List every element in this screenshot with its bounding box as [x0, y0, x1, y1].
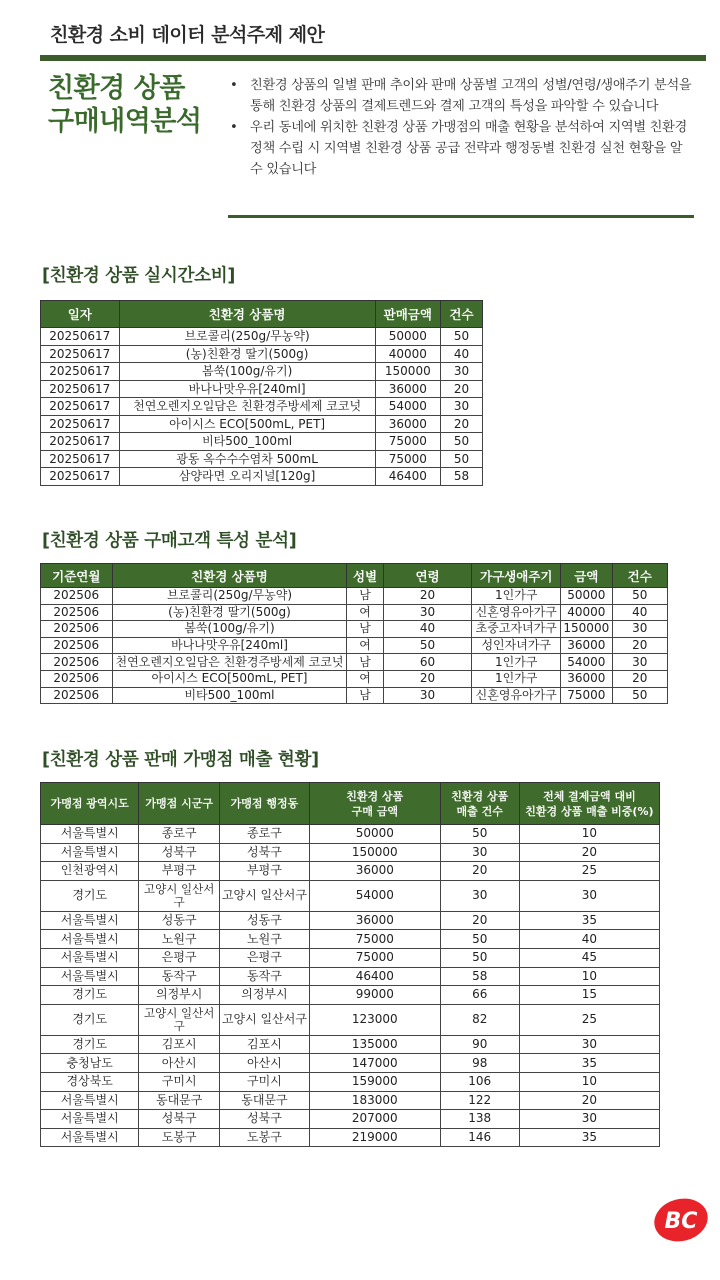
table-cell: 40000: [561, 604, 612, 621]
table-row: [41, 911, 660, 930]
table-cell: 30: [440, 363, 482, 381]
table-row: [41, 843, 660, 862]
table-cell: 35: [519, 1128, 659, 1147]
table-cell: 20: [383, 670, 472, 687]
table-cell: 40: [612, 604, 667, 621]
table-cell: 75000: [375, 433, 440, 451]
table-row: [41, 880, 660, 911]
section-title-customer: [친환경 상품 구매고객 특성 분석]: [42, 531, 297, 551]
table-cell: 207000: [309, 1110, 440, 1129]
table-cell: 202506: [41, 604, 113, 621]
bc-card-logo: [652, 1196, 710, 1244]
table-row: [41, 670, 668, 687]
table-row: [41, 1110, 660, 1129]
table-row: [41, 930, 660, 949]
table-row: [41, 687, 668, 704]
table-row: [41, 1004, 660, 1035]
table-cell: 성북구: [219, 843, 309, 862]
table-cell: 아이시스 ECO[500mL, PET]: [119, 415, 375, 433]
table-cell: 123000: [309, 1004, 440, 1035]
table-cell: 58: [440, 967, 519, 986]
table-row: [41, 415, 483, 433]
section-title-merchant: [친환경 상품 판매 가맹점 매출 현황]: [42, 750, 319, 770]
table-cell: 1인가구: [472, 588, 561, 605]
table-cell: 50: [612, 687, 667, 704]
table-cell: 남: [347, 654, 383, 671]
realtime-sales-table: [40, 300, 483, 486]
hero-bullet-list: [228, 75, 698, 180]
table-row: [41, 654, 668, 671]
table-cell: 부평구: [139, 862, 220, 881]
table-cell: 20250617: [41, 398, 120, 416]
table-row: [41, 1035, 660, 1054]
table-row: [41, 967, 660, 986]
table-cell: 아산시: [139, 1054, 220, 1073]
table-row: [41, 825, 660, 844]
table-row: [41, 450, 483, 468]
column-header: 기준연월: [41, 564, 113, 588]
hero-title: [48, 72, 202, 138]
hero-bullet-text: 친환경 상품의 일별 판매 추이와 판매 상품별 고객의 성별/연령/생애주기 분석을 통해 친환경 상품의 결제트렌드와 결제 고객의 특성을 파악할 수 있습니다: [250, 78, 692, 114]
bullet-icon: •: [230, 78, 238, 93]
table-cell: 10: [519, 1072, 659, 1091]
table-cell: 15: [519, 986, 659, 1005]
table-cell: 아산시: [219, 1054, 309, 1073]
table-cell: 서울특별시: [41, 930, 139, 949]
table-cell: 부평구: [219, 862, 309, 881]
table-cell: 20: [440, 380, 482, 398]
table-cell: 여: [347, 604, 383, 621]
section-title-realtime: [친환경 상품 실시간소비]: [42, 266, 236, 286]
table-cell: 서울특별시: [41, 843, 139, 862]
table-cell: 202506: [41, 637, 113, 654]
table-cell: 50: [612, 588, 667, 605]
table-cell: 김포시: [139, 1035, 220, 1054]
table-cell: 남: [347, 621, 383, 638]
table-row: [41, 588, 668, 605]
table-row: [41, 986, 660, 1005]
table-cell: 30: [519, 1110, 659, 1129]
table-cell: 종로구: [139, 825, 220, 844]
table-cell: 30: [383, 604, 472, 621]
table-cell: 50: [383, 637, 472, 654]
table-cell: 30: [440, 880, 519, 911]
table-cell: 10: [519, 825, 659, 844]
table-cell: 202506: [41, 588, 113, 605]
column-header: 금액: [561, 564, 612, 588]
table-cell: (농)친환경 딸기(500g): [119, 345, 375, 363]
table-cell: 106: [440, 1072, 519, 1091]
merchant-sales-table: [40, 782, 660, 1147]
table-cell: 1인가구: [472, 654, 561, 671]
table-cell: 구미시: [219, 1072, 309, 1091]
table-cell: 30: [440, 843, 519, 862]
table-row: [41, 1054, 660, 1073]
table-cell: 20250617: [41, 380, 120, 398]
table-cell: 비타500_100ml: [119, 433, 375, 451]
table-cell: 20250617: [41, 450, 120, 468]
table-cell: 25: [519, 862, 659, 881]
table-cell: 54000: [561, 654, 612, 671]
table-cell: 50000: [309, 825, 440, 844]
table-cell: 202506: [41, 621, 113, 638]
hero-title-line2: 구매내역분석: [48, 106, 202, 137]
table-cell: 66: [440, 986, 519, 1005]
column-header: 가구생애주기: [472, 564, 561, 588]
bullet-icon: •: [230, 120, 238, 135]
table-cell: 30: [440, 398, 482, 416]
table-cell: 202506: [41, 687, 113, 704]
table-cell: 봄쑥(100g/유기): [119, 363, 375, 381]
table-cell: 202506: [41, 670, 113, 687]
table-cell: 서울특별시: [41, 911, 139, 930]
table-cell: 20: [440, 415, 482, 433]
table-cell: 20: [440, 862, 519, 881]
table-cell: 은평구: [139, 948, 220, 967]
table-cell: 노원구: [139, 930, 220, 949]
table-cell: 신혼영유아가구: [472, 687, 561, 704]
table-cell: 54000: [375, 398, 440, 416]
table-cell: 36000: [561, 637, 612, 654]
table-row: [41, 637, 668, 654]
table-cell: 서울특별시: [41, 825, 139, 844]
table-row: [41, 862, 660, 881]
table-cell: 20250617: [41, 468, 120, 486]
table-cell: 20: [612, 670, 667, 687]
table-cell: 30: [383, 687, 472, 704]
table-cell: 도봉구: [139, 1128, 220, 1147]
table-cell: 아이시스 ECO[500mL, PET]: [112, 670, 347, 687]
table-cell: 고양시 일산서구: [219, 1004, 309, 1035]
table-cell: 20: [519, 843, 659, 862]
table-cell: 40000: [375, 345, 440, 363]
table-cell: 202506: [41, 654, 113, 671]
table-cell: 도봉구: [219, 1128, 309, 1147]
table-cell: 60: [383, 654, 472, 671]
table-cell: 20250617: [41, 328, 120, 346]
table-cell: 20250617: [41, 433, 120, 451]
hero-bullet-text: 우리 동네에 위치한 친환경 상품 가맹점의 매출 현황을 분석하여 지역별 친환경 정책 수립 시 지역별 친환경 상품 공급 전략과 행정동별 친환경 실천 현황을 알 수 있습니다: [250, 120, 687, 177]
table-row: [41, 380, 483, 398]
table-cell: 138: [440, 1110, 519, 1129]
table-cell: 구미시: [139, 1072, 220, 1091]
table-row: [41, 433, 483, 451]
table-cell: 종로구: [219, 825, 309, 844]
table-cell: 의정부시: [219, 986, 309, 1005]
table-cell: 150000: [375, 363, 440, 381]
table-cell: 남: [347, 588, 383, 605]
table-cell: 150000: [309, 843, 440, 862]
table-cell: 46400: [375, 468, 440, 486]
table-cell: 36000: [561, 670, 612, 687]
table-cell: 동작구: [139, 967, 220, 986]
table-cell: 30: [519, 1035, 659, 1054]
table-cell: 봄쑥(100g/유기): [112, 621, 347, 638]
table-cell: 초중고자녀가구: [472, 621, 561, 638]
table-cell: 노원구: [219, 930, 309, 949]
column-header: 친환경 상품명: [112, 564, 347, 588]
hero-title-line1: 친환경 상품: [48, 73, 185, 104]
table-cell: 75000: [375, 450, 440, 468]
table-cell: 36000: [309, 862, 440, 881]
table-cell: 1인가구: [472, 670, 561, 687]
table-cell: 20: [519, 1091, 659, 1110]
table-cell: 브로콜리(250g/무농약): [119, 328, 375, 346]
table-row: [41, 948, 660, 967]
table-cell: 36000: [309, 911, 440, 930]
table-row: [41, 1091, 660, 1110]
table-cell: 인천광역시: [41, 862, 139, 881]
table-cell: 45: [519, 948, 659, 967]
table-cell: 35: [519, 911, 659, 930]
column-header: 친환경 상품 매출 건수: [440, 783, 519, 825]
table-cell: 동대문구: [219, 1091, 309, 1110]
hero-bullet-item: [228, 117, 698, 180]
table-cell: 성북구: [219, 1110, 309, 1129]
table-cell: 천연오렌지오일담은 친환경주방세제 코코넛: [119, 398, 375, 416]
table-cell: 20: [440, 911, 519, 930]
table-cell: 50: [440, 328, 482, 346]
table-cell: 광동 옥수수수염차 500mL: [119, 450, 375, 468]
table-cell: 비타500_100ml: [112, 687, 347, 704]
table-cell: 40: [383, 621, 472, 638]
table-cell: 146: [440, 1128, 519, 1147]
table-cell: 경상북도: [41, 1072, 139, 1091]
table-cell: 경기도: [41, 1035, 139, 1054]
table-cell: 서울특별시: [41, 1091, 139, 1110]
table-cell: 35: [519, 1054, 659, 1073]
column-header: 성별: [347, 564, 383, 588]
table-cell: 75000: [561, 687, 612, 704]
table-cell: 고양시 일산서구: [139, 880, 220, 911]
table-cell: 50: [440, 450, 482, 468]
table-cell: 10: [519, 967, 659, 986]
table-cell: 50: [440, 930, 519, 949]
column-header: 건수: [612, 564, 667, 588]
table-row: [41, 328, 483, 346]
table-cell: 고양시 일산서구: [219, 880, 309, 911]
table-cell: 75000: [309, 948, 440, 967]
table-cell: 고양시 일산서구: [139, 1004, 220, 1035]
table-cell: 바나나맛우유[240ml]: [119, 380, 375, 398]
table-cell: 성인자녀가구: [472, 637, 561, 654]
table-row: [41, 1128, 660, 1147]
table-cell: 30: [612, 654, 667, 671]
table-cell: 25: [519, 1004, 659, 1035]
table-cell: 경기도: [41, 986, 139, 1005]
table-cell: 50: [440, 948, 519, 967]
table-row: [41, 345, 483, 363]
table-cell: 98: [440, 1054, 519, 1073]
table-cell: 삼양라면 오리지널[120g]: [119, 468, 375, 486]
table-cell: 36000: [375, 380, 440, 398]
table-cell: 성동구: [219, 911, 309, 930]
table-cell: 20250617: [41, 363, 120, 381]
table-cell: 46400: [309, 967, 440, 986]
table-cell: 천연오렌지오일담은 친환경주방세제 코코넛: [112, 654, 347, 671]
table-cell: 54000: [309, 880, 440, 911]
table-cell: 90: [440, 1035, 519, 1054]
column-header: 친환경 상품명: [119, 301, 375, 328]
table-cell: 여: [347, 670, 383, 687]
column-header: 가맹점 광역시도: [41, 783, 139, 825]
table-cell: 서울특별시: [41, 1110, 139, 1129]
column-header: 연령: [383, 564, 472, 588]
table-cell: 50: [440, 433, 482, 451]
table-cell: 99000: [309, 986, 440, 1005]
table-row: [41, 468, 483, 486]
column-header: 가맹점 행정동: [219, 783, 309, 825]
page-title: 친환경 소비 데이터 분석주제 제안: [50, 24, 325, 46]
column-header: 건수: [440, 301, 482, 328]
table-cell: 은평구: [219, 948, 309, 967]
table-cell: 20: [612, 637, 667, 654]
table-cell: 의정부시: [139, 986, 220, 1005]
table-row: [41, 1072, 660, 1091]
table-row: [41, 363, 483, 381]
table-cell: 서울특별시: [41, 967, 139, 986]
table-cell: 충청남도: [41, 1054, 139, 1073]
column-header: 판매금액: [375, 301, 440, 328]
column-header: 가맹점 시군구: [139, 783, 220, 825]
table-cell: 147000: [309, 1054, 440, 1073]
table-cell: 김포시: [219, 1035, 309, 1054]
table-cell: 150000: [561, 621, 612, 638]
table-cell: 30: [612, 621, 667, 638]
table-cell: 75000: [309, 930, 440, 949]
hero-divider: [228, 215, 694, 218]
table-cell: (농)친환경 딸기(500g): [112, 604, 347, 621]
table-cell: 성북구: [139, 843, 220, 862]
column-header: 전체 결제금액 대비 친환경 상품 매출 비중(%): [519, 783, 659, 825]
table-cell: 남: [347, 687, 383, 704]
table-cell: 219000: [309, 1128, 440, 1147]
table-cell: 20250617: [41, 415, 120, 433]
table-cell: 50000: [375, 328, 440, 346]
table-cell: 36000: [375, 415, 440, 433]
table-cell: 브로콜리(250g/무농약): [112, 588, 347, 605]
table-cell: 40: [440, 345, 482, 363]
table-cell: 159000: [309, 1072, 440, 1091]
table-row: [41, 398, 483, 416]
table-row: [41, 604, 668, 621]
table-cell: 경기도: [41, 880, 139, 911]
hero-bullet-item: [228, 75, 698, 117]
table-cell: 135000: [309, 1035, 440, 1054]
column-header: 일자: [41, 301, 120, 328]
table-cell: 서울특별시: [41, 948, 139, 967]
table-cell: 신혼영유아가구: [472, 604, 561, 621]
table-cell: 30: [519, 880, 659, 911]
table-cell: 50000: [561, 588, 612, 605]
table-cell: 여: [347, 637, 383, 654]
table-cell: 20250617: [41, 345, 120, 363]
table-cell: 서울특별시: [41, 1128, 139, 1147]
table-cell: 50: [440, 825, 519, 844]
table-cell: 58: [440, 468, 482, 486]
table-cell: 성동구: [139, 911, 220, 930]
table-cell: 82: [440, 1004, 519, 1035]
table-cell: 183000: [309, 1091, 440, 1110]
table-cell: 경기도: [41, 1004, 139, 1035]
bc-logo-text: BC: [664, 1209, 698, 1234]
column-header: 친환경 상품 구매 금액: [309, 783, 440, 825]
table-cell: 바나나맛우유[240ml]: [112, 637, 347, 654]
table-cell: 40: [519, 930, 659, 949]
table-cell: 122: [440, 1091, 519, 1110]
header-divider: [40, 55, 706, 61]
customer-profile-table: [40, 563, 668, 704]
table-row: [41, 621, 668, 638]
table-cell: 동대문구: [139, 1091, 220, 1110]
table-cell: 동작구: [219, 967, 309, 986]
table-cell: 20: [383, 588, 472, 605]
table-cell: 성북구: [139, 1110, 220, 1129]
